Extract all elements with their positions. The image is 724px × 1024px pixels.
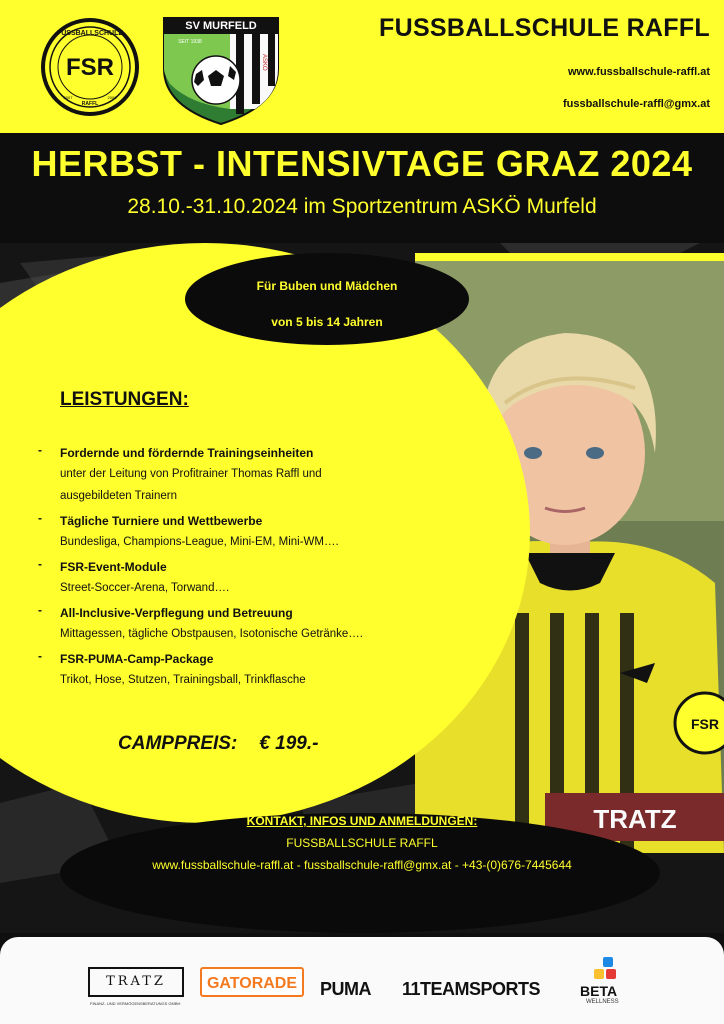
camp-price-value: € 199.- xyxy=(259,733,319,754)
audience-gender: Für Buben und Mädchen xyxy=(256,279,398,293)
audience-badge xyxy=(185,253,469,345)
service-item xyxy=(38,603,418,645)
service-item xyxy=(38,511,418,553)
beta-logo: BETA xyxy=(580,983,618,999)
camp-price xyxy=(118,733,318,755)
service-title: FSR-PUMA-Camp-Package xyxy=(60,652,214,666)
sv-murfeld-founded: SEIT 1938 xyxy=(178,39,202,45)
tratz-logo: TRATZ xyxy=(88,967,184,997)
fsr-logo-year-left: 2007 xyxy=(63,95,73,100)
service-title: Tägliche Turniere und Wettbewerbe xyxy=(60,514,263,528)
contact-details-link[interactable]: www.fussballschule-raffl.at - fussballschule-raffl@gmx.at - +43-(0)676-7445644 xyxy=(152,858,572,872)
service-item xyxy=(38,649,418,691)
audience-age: von 5 bis 14 Jahren xyxy=(271,315,383,329)
header xyxy=(0,0,724,133)
service-item xyxy=(38,443,418,507)
puma-logo: PUMA xyxy=(320,979,371,999)
fsr-logo xyxy=(40,17,140,117)
service-description: unter der Leitung von Profitrainer Thomas Raffl und xyxy=(60,468,322,480)
event-date-location: 28.10.-31.10.2024 im Sportzentrum ASKÖ Murfeld xyxy=(127,195,597,218)
fsr-logo-bottom-text: RAFFL xyxy=(81,101,99,107)
beta-wellness-icon xyxy=(594,957,624,981)
service-title: All-Inclusive-Verpflegung und Betreuung xyxy=(60,606,293,620)
fsr-logo-text: FSR xyxy=(66,54,114,81)
sv-murfeld-side: ASKÖ xyxy=(261,54,267,71)
jersey-sponsor-text: TRATZ xyxy=(593,804,677,834)
title-band xyxy=(0,133,724,243)
contact-heading: KONTAKT, INFOS UND ANMELDUNGEN: xyxy=(246,814,478,828)
service-bullet: - xyxy=(38,557,42,571)
service-description: Bundesliga, Champions-League, Mini-EM, Mini-WM…. xyxy=(60,536,339,548)
sv-murfeld-logo xyxy=(160,14,282,126)
service-item xyxy=(38,557,418,599)
tratz-logo-subtitle: FINANZ- UND VERMÖGENSBERATUNGS GMBH xyxy=(90,1001,181,1006)
services-list xyxy=(38,443,418,695)
fsr-logo-ring-text: FUSSBALLSCHULE xyxy=(56,30,124,37)
service-description: Trikot, Hose, Stutzen, Trainingsball, Trinkflasche xyxy=(60,674,306,686)
service-bullet: - xyxy=(38,603,42,617)
service-title: Fordernde und fördernde Trainingseinheiten xyxy=(60,446,314,460)
camp-price-label: CAMPPREIS: xyxy=(118,733,238,754)
service-bullet: - xyxy=(38,443,42,457)
fsr-logo-year-right: 2008 xyxy=(107,95,117,100)
service-description: Mittagessen, tägliche Obstpausen, Isotonische Getränke…. xyxy=(60,628,363,640)
contact-info xyxy=(0,814,724,872)
jersey-badge-text: FSR xyxy=(691,716,719,732)
service-title: FSR-Event-Module xyxy=(60,560,167,574)
sv-murfeld-name: SV MURFELD xyxy=(185,20,257,32)
teamsports-logo: 11TEAMSPORTS xyxy=(402,979,541,999)
service-description: ausgebildeten Trainern xyxy=(60,490,177,502)
school-name: FUSSBALLSCHULE RAFFL xyxy=(379,14,710,42)
header-website-link[interactable]: www.fussballschule-raffl.at xyxy=(567,66,710,78)
services-heading: LEISTUNGEN: xyxy=(60,389,189,410)
sponsor-panel xyxy=(0,937,724,1024)
beta-logo-subtitle: WELLNESS xyxy=(586,999,619,1005)
contact-name: FUSSBALLSCHULE RAFFL xyxy=(286,836,438,850)
service-bullet: - xyxy=(38,511,42,525)
gatorade-logo: GATORADE xyxy=(200,967,304,997)
service-bullet: - xyxy=(38,649,42,663)
sponsor-bar xyxy=(0,933,724,1024)
header-email-link[interactable]: fussballschule-raffl@gmx.at xyxy=(562,98,710,110)
page-title: HERBST - INTENSIVTAGE GRAZ 2024 xyxy=(31,143,693,184)
service-description: Street-Soccer-Arena, Torwand…. xyxy=(60,582,230,594)
